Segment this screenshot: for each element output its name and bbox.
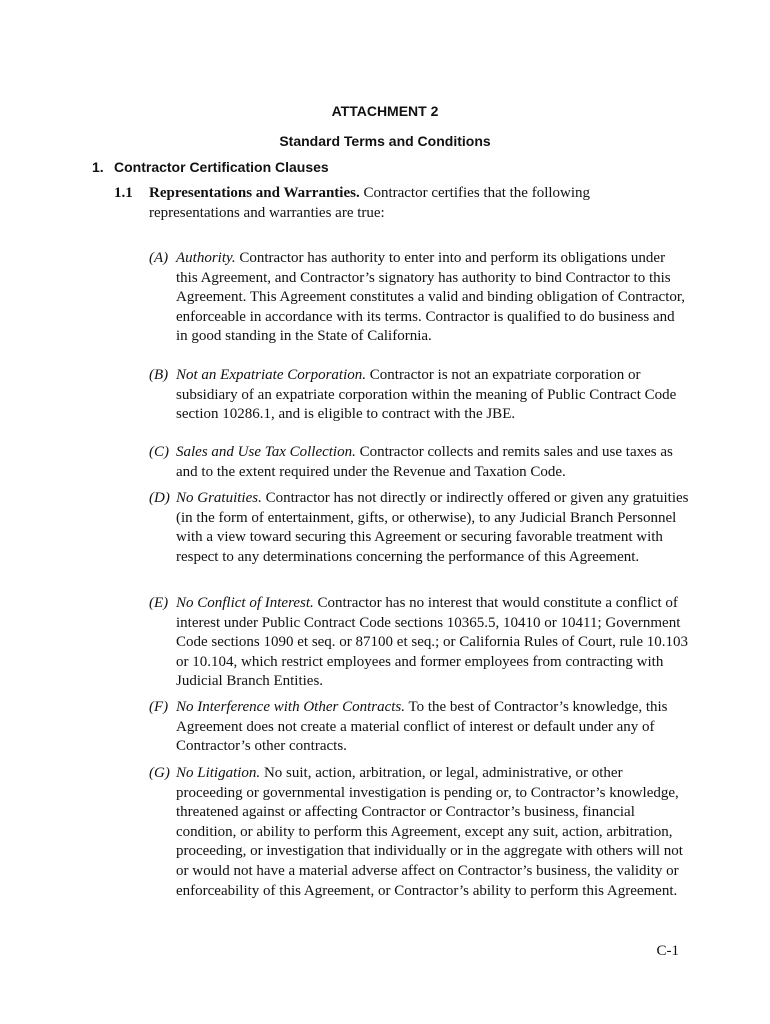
clause-no-gratuities bbox=[149, 489, 689, 567]
clause-no-litigation bbox=[149, 764, 689, 901]
clause-text: Contractor has authority to enter into and perform its obligations under this Agreement, and Contractor’s signatory has authority to bind Contractor to this Agreement. This Agreement constitutes a valid and binding obligation of Contractor, enforceable in accordance with its terms. Contractor is qualified to do business and in good standing in the State of California. bbox=[176, 250, 686, 345]
clause-body bbox=[176, 249, 689, 347]
clause-title: Not an Expatriate Corporation. bbox=[176, 367, 367, 383]
clause-body bbox=[176, 366, 689, 425]
clause-title: Authority. bbox=[176, 250, 236, 266]
clause-body bbox=[176, 443, 689, 482]
clause-letter: (E) bbox=[149, 595, 169, 611]
attachment-title: ATTACHMENT 2 bbox=[331, 103, 439, 119]
section-number: 1. bbox=[92, 159, 104, 175]
clause-title: No Interference with Other Contracts. bbox=[176, 699, 405, 715]
clause-letter: (D) bbox=[149, 490, 170, 506]
document-subtitle: Standard Terms and Conditions bbox=[279, 133, 491, 149]
clause-body bbox=[176, 489, 689, 567]
clause-title: No Gratuities. bbox=[176, 490, 262, 506]
subsection-body bbox=[149, 184, 634, 223]
subsection-text: Contractor certifies that the following representations and warranties are true: bbox=[149, 185, 591, 221]
clause-letter: (C) bbox=[149, 444, 169, 460]
clause-letter: (B) bbox=[149, 367, 169, 383]
clause-text: Contractor is not an expatriate corporation or subsidiary of an expatriate corporation within the meaning of Public Contract Code section 10286.1, and is eligible to contract with the JBE. bbox=[176, 367, 677, 423]
clause-no-conflict bbox=[149, 594, 689, 692]
section-heading bbox=[92, 159, 329, 175]
clause-letter: (G) bbox=[149, 765, 170, 781]
clause-text: No suit, action, arbitration, or legal, administrative, or other proceeding or governmental investigation is pending or, to Contractor’s knowledge, threatened against or affecting Contractor or Contractor’s business, financial condition, or ability to perform this Agreement, except any suit, action, arbitration, proceeding, or investigation that individually or in the aggregate with others will not or would not have a material adverse affect on Contractor’s business, the validity or enforceability of this Agreement, or Contractor’s ability to perform this Agreement. bbox=[176, 765, 683, 899]
clause-body bbox=[176, 698, 689, 757]
clause-letter: (F) bbox=[149, 699, 169, 715]
subsection-title: Representations and Warranties. bbox=[149, 185, 360, 201]
clause-title: Sales and Use Tax Collection. bbox=[176, 444, 356, 460]
section-title: Contractor Certification Clauses bbox=[114, 159, 329, 175]
clause-sales-tax bbox=[149, 443, 689, 482]
clause-title: No Conflict of Interest. bbox=[176, 595, 314, 611]
page-number: C-1 bbox=[656, 943, 679, 959]
clause-body bbox=[176, 764, 689, 901]
clause-authority bbox=[149, 249, 689, 347]
clause-body bbox=[176, 594, 689, 692]
clause-text: Contractor has no interest that would constitute a conflict of interest under Public Contract Code sections 10365.5, 10410 or 10411; Government Code sections 1090 et seq. or 87100 et seq.; or California Rules of Court, rule 10.103 or 10.104, which restrict employees and former employees from contracting with Judicial Branch Entities. bbox=[176, 595, 688, 690]
clause-text: Contractor collects and remits sales and use taxes as and to the extent required under the Revenue and Taxation Code. bbox=[176, 444, 673, 480]
clause-text: To the best of Contractor’s knowledge, this Agreement does not create a material conflict of interest or default under any of Contractor’s other contracts. bbox=[176, 699, 668, 755]
clause-not-expatriate bbox=[149, 366, 689, 425]
subsection-1-1 bbox=[114, 184, 634, 223]
clause-title: No Litigation. bbox=[176, 765, 261, 781]
subsection-number: 1.1 bbox=[114, 185, 133, 201]
clause-no-interference bbox=[149, 698, 689, 757]
clause-text: Contractor has not directly or indirectly offered or given any gratuities (in the form of entertainment, gifts, or otherwise), to any Judicial Branch Personnel with a view toward securing this Agreement or securing favorable treatment with respect to any determinations concerning the performance of this Agreement. bbox=[176, 490, 689, 565]
clause-letter: (A) bbox=[149, 250, 169, 266]
